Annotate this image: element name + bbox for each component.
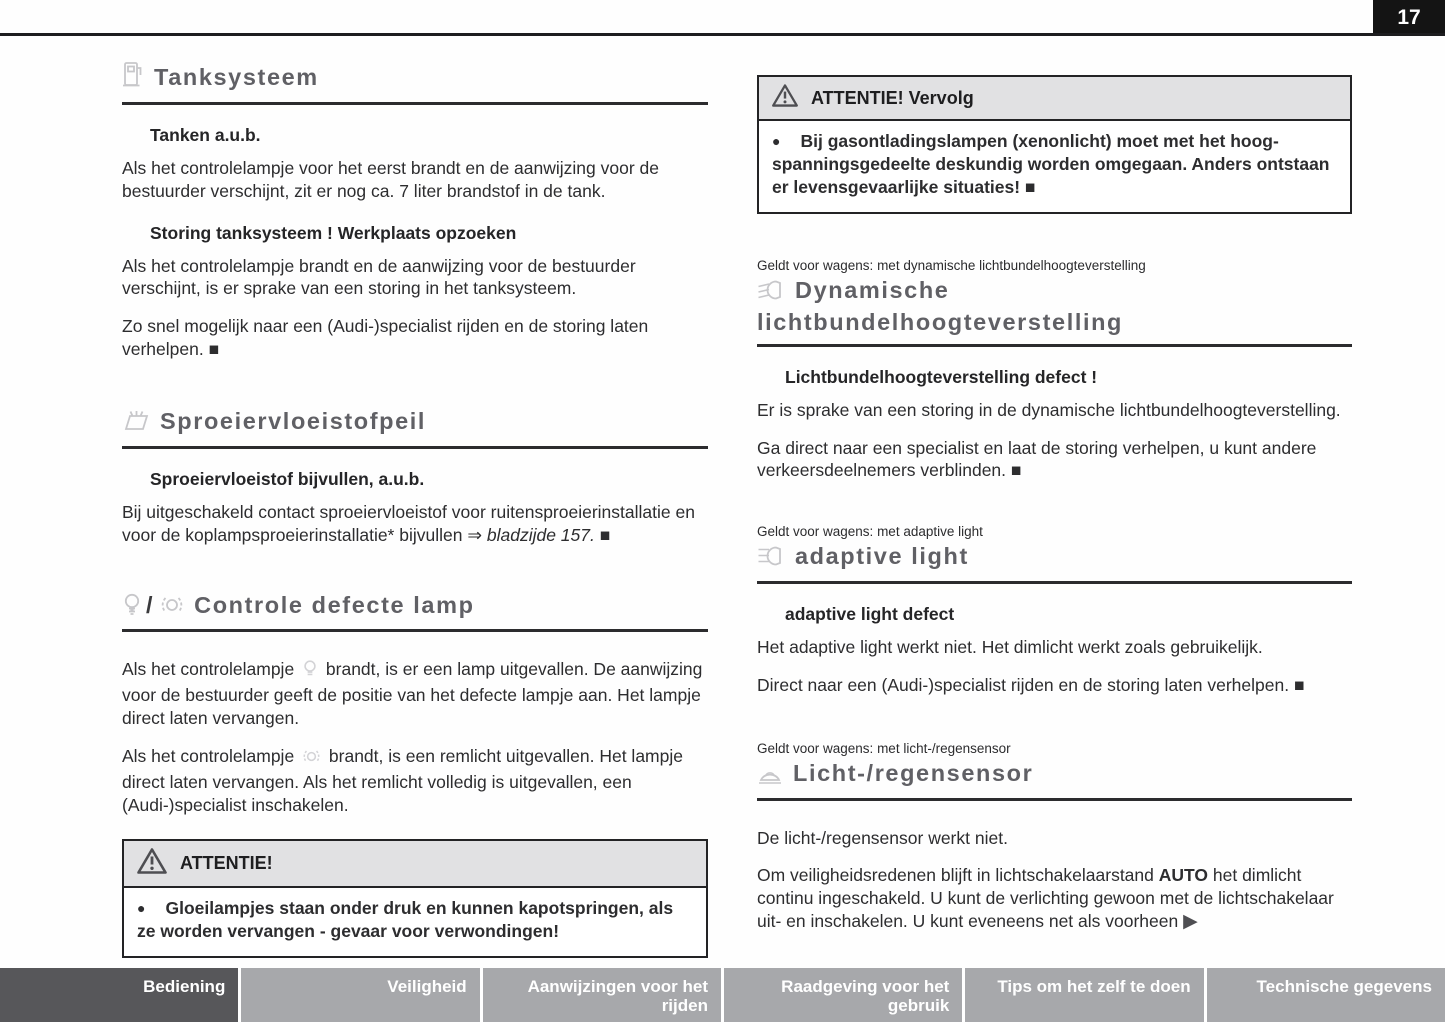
subheading: Storing tanksysteem ! Werkplaats opzoeken (150, 222, 517, 243)
section-title-text-line2: lichtbundelhoogteverstelling (757, 308, 1123, 335)
title-separator: / (146, 591, 155, 618)
section-sproeiervloeistofpeil (122, 407, 708, 547)
paragraph-text: Bij uitgeschakeld contact sproeiervloeistof voor ruitensproeierinstallatie en voor de koplampsproeierinstallatie* bijvullen (122, 501, 695, 545)
applies-to-note: Geldt voor wagens: met licht-/regensensor (757, 740, 1011, 756)
paragraph: Het adaptive light werkt niet. Het dimlicht werkt zoals gebruikelijk. (757, 637, 1263, 658)
bullet: ● (137, 899, 146, 916)
section-tanksysteem (122, 60, 708, 361)
section-title-text: adaptive light (795, 543, 969, 570)
brake-light-indicator-icon (302, 748, 321, 771)
paragraph: Als het controlelampje brandt en de aanwijzing voor de bestuurder verschijnt, is er sprake van een storing in het tanksysteem. (122, 255, 636, 299)
section-title-adaptive-light (757, 542, 1352, 584)
warning-triangle-icon (771, 83, 799, 113)
applies-to-note: Geldt voor wagens: met adaptive light (757, 524, 983, 540)
section-licht-regensensor (757, 741, 1352, 935)
footer-tab-tips-om-het-zelf-te-doen[interactable]: Tips om het zelf te doen (962, 968, 1203, 1022)
footer-tab-veiligheid[interactable]: Veiligheid (238, 968, 479, 1022)
section-title-tanksysteem (122, 60, 708, 105)
section-adaptive-light (757, 524, 1352, 697)
section-title-text: Tanksysteem (154, 64, 319, 90)
header-rule (0, 33, 1445, 36)
paragraph: Als het controlelampje voor het eerst brandt en de aanwijzing voor de bestuurder verschijnt, zit er nog ca. 7 liter brandstof in de tank. (122, 157, 659, 201)
section-title-text: Controle defecte lamp (194, 591, 475, 618)
fuel-pump-icon (122, 60, 144, 95)
page-number: 17 (1373, 0, 1445, 35)
warning-body (759, 121, 1350, 212)
warning-title: ATTENTIE! (180, 852, 273, 873)
paragraph (757, 864, 1352, 935)
continuation-arrow: ▶ (1183, 911, 1198, 933)
footer-tab-aanwijzingen-voor-het-rijden[interactable]: Aanwijzingen voor het rijden (480, 968, 721, 1022)
paragraph-text: Als het controlelampje (122, 746, 300, 767)
headlight-leveling-icon (757, 279, 785, 308)
section-title-controle-defecte-lamp (122, 591, 708, 633)
light-rain-sensor-icon (757, 762, 783, 791)
footer-tab-bediening[interactable]: Bediening (0, 968, 238, 1022)
subheading: Lichtbundelhoogteverstelling defect ! (785, 366, 1098, 387)
warning-header (124, 841, 706, 888)
right-column (757, 75, 1352, 950)
warning-text: Bij gasontladingslampen (xenonlicht) moet met het hoogspanningsgedeelte deskundig worden omgegaan. Anders ontstaan er levensgevaarlijke situaties! ■ (772, 131, 1330, 198)
paragraph-text: brandt, is er een lamp uitgevallen. De aanwijzing voor de bestuurder geeft de positie van het defecte lampje aan. Het lampje direct laten vervangen. (122, 659, 703, 729)
warning-title: ATTENTIE! Vervolg (811, 87, 974, 108)
bullet: ● (772, 133, 781, 149)
subheading: Tanken a.u.b. (150, 124, 261, 145)
subheading: Sproeiervloeistof bijvullen, a.u.b. (150, 468, 425, 489)
paragraph: Er is sprake van een storing in de dynamische lichtbundelhoogteverstelling. (757, 399, 1341, 420)
paragraph-text: het dimlicht continu ingeschakeld. U kunt de verlichting gewoon met de lichtschakelaar uit- en inschakelen. U kunt eveneens net als voorheen (757, 865, 1334, 932)
warning-triangle-icon (136, 847, 168, 880)
footer-tab-technische-gegevens[interactable]: Technische gegevens (1204, 968, 1445, 1022)
bulb-icon (122, 592, 142, 623)
paragraph: Direct naar een (Audi-)specialist rijden en de storing laten verhelpen. ■ (757, 674, 1305, 695)
paragraph: Ga direct naar een specialist en laat de storing verhelpen, u kunt andere verkeersdeelnemers verblinden. ■ (757, 437, 1317, 481)
paragraph (122, 658, 708, 730)
paragraph: De licht-/regensensor werkt niet. (757, 827, 1008, 848)
paragraph-text: brandt, is een remlicht uitgevallen. Het lampje direct laten vervangen. Als het remlicht volledig is uitgevallen, een (Audi-)specialist inschakelen. (122, 746, 683, 815)
section-dynamische-lichtbundelhoogteverstelling (757, 258, 1352, 482)
section-title-text: Licht-/regensensor (793, 759, 1034, 786)
applies-to-note: Geldt voor wagens: met dynamische lichtbundelhoogteverstelling (757, 258, 1146, 274)
section-title-licht-regensensor (757, 759, 1352, 801)
warning-text: Gloeilampjes staan onder druk en kunnen kapotspringen, als ze worden vervangen - gevaar voor verwondingen! (137, 897, 674, 941)
subheading: adaptive light defect (785, 604, 955, 625)
brake-light-icon (160, 594, 184, 623)
cross-reference: ⇒ bladzijde 157. (467, 524, 595, 545)
warning-header (759, 77, 1350, 121)
footer-tab-raadgeving-voor-het-gebruik[interactable]: Raadgeving voor het gebruik (721, 968, 962, 1022)
adaptive-light-icon (757, 545, 785, 574)
warning-box-right (757, 75, 1352, 214)
warning-box-left (122, 839, 708, 958)
bulb-indicator-icon (302, 659, 318, 684)
paragraph-text: Om veiligheidsredenen blijft in lichtschakelaarstand (757, 865, 1159, 886)
section-title-text: Sproeiervloeistofpeil (160, 408, 427, 435)
paragraph (122, 501, 708, 547)
section-title-text-line1: Dynamische (795, 277, 950, 304)
footer-nav (0, 968, 1445, 1022)
bold-term: AUTO (1158, 865, 1209, 886)
left-column (122, 60, 708, 958)
warning-body (124, 888, 706, 956)
section-title-dynamische (757, 276, 1352, 346)
washer-fluid-icon (122, 408, 150, 439)
paragraph-text: Als het controlelampje (122, 659, 300, 680)
section-end-marker: ■ (594, 524, 611, 545)
section-controle-defecte-lamp (122, 591, 708, 817)
paragraph: Zo snel mogelijk naar een (Audi-)specialist rijden en de storing laten verhelpen. ■ (122, 316, 649, 360)
section-title-sproeiervloeistofpeil (122, 407, 708, 449)
paragraph (122, 745, 708, 817)
